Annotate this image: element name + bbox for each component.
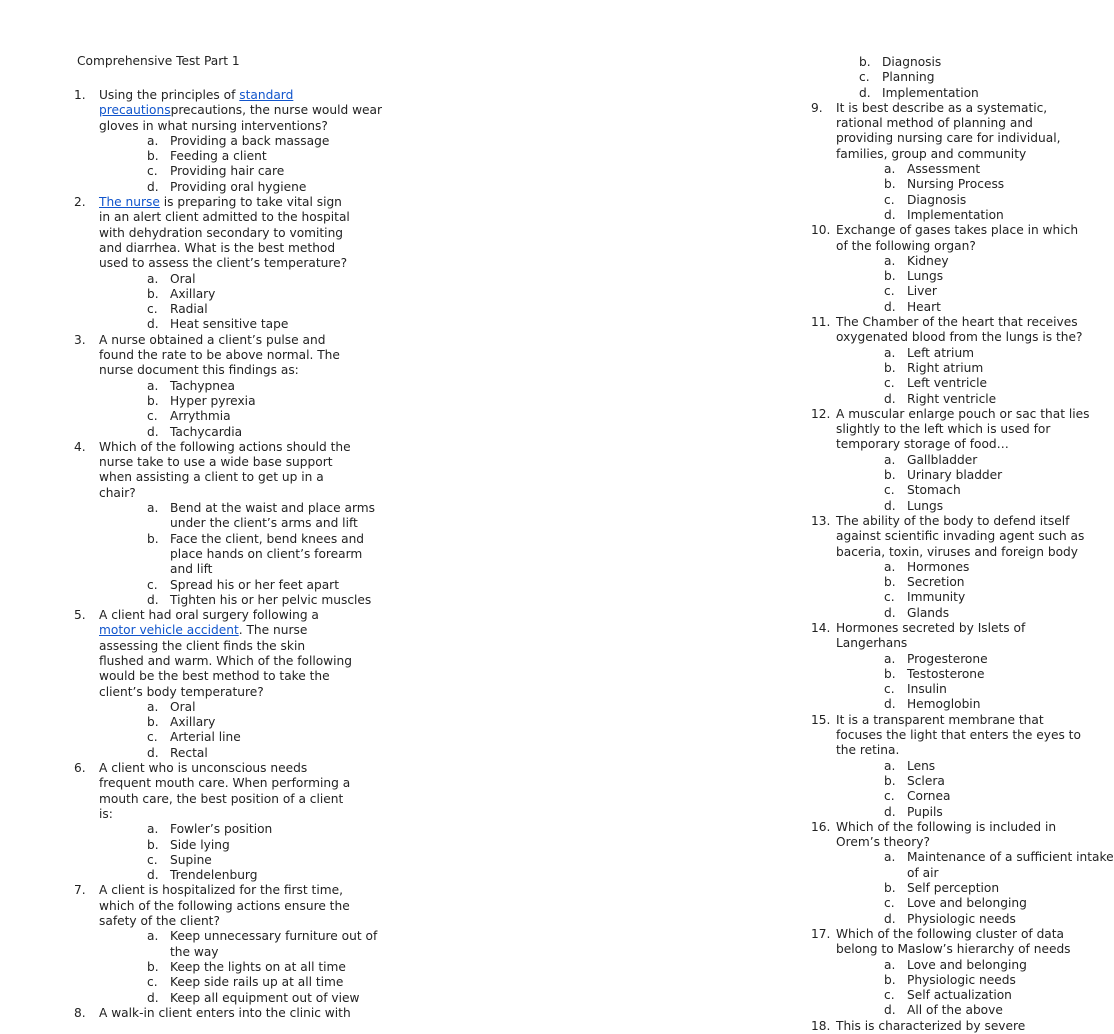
- option: d. Tighten his or her pelvic muscles: [147, 592, 372, 607]
- question-18: [811, 1019, 1111, 1034]
- carryover-options: [811, 55, 1111, 101]
- question-text-line: which of the following actions ensure the: [99, 898, 350, 913]
- option: a. Keep unnecessary furniture out of: [147, 929, 378, 944]
- question-text-line: Which of the following actions should the: [99, 439, 351, 454]
- option-list: [836, 560, 1111, 621]
- question-number: 2.: [74, 195, 86, 210]
- option: d. Physiologic needs: [884, 911, 1016, 926]
- question-2: [74, 195, 366, 333]
- option-list: [99, 822, 366, 883]
- option: d. Heat sensitive tape: [147, 317, 289, 332]
- option: c. Keep side rails up at all time: [147, 975, 344, 990]
- option: d. Trendelenburg: [147, 868, 258, 883]
- option: c. Supine: [147, 852, 212, 867]
- option-list: [99, 929, 378, 1005]
- option: a. Fowler’s position: [147, 822, 273, 837]
- question-9: [811, 101, 1111, 223]
- question-number: 15.: [811, 712, 831, 727]
- question-number: 5.: [74, 608, 86, 623]
- question-text-line: The nurse is preparing to take vital sign: [99, 195, 342, 210]
- option: b. Axillary: [147, 286, 216, 301]
- option: b. Right atrium: [884, 360, 984, 375]
- question-text-line: Hormones secreted by Islets of: [836, 620, 1026, 635]
- question-text-line: A walk-in client enters into the clinic with: [99, 1005, 351, 1020]
- option: a. Oral: [147, 271, 196, 286]
- option-list: [836, 254, 1111, 315]
- question-11: [811, 315, 1111, 407]
- question-4: [74, 439, 375, 608]
- option-list: [836, 453, 1111, 514]
- question-text-line: safety of the client?: [99, 914, 220, 929]
- question-text-line: mouth care, the best position of a client: [99, 791, 344, 806]
- option-list: [836, 850, 1114, 926]
- question-number: 6.: [74, 761, 86, 776]
- option: c. Spread his or her feet apart: [147, 577, 339, 592]
- option: b. Side lying: [147, 837, 230, 852]
- option: c. Arrythmia: [147, 409, 231, 424]
- option: d. Pupils: [884, 804, 943, 819]
- option-list: [99, 272, 366, 333]
- right-question-list: [811, 55, 1114, 1034]
- question-number: 16.: [811, 819, 831, 834]
- option-list: [836, 958, 1111, 1019]
- question-number: 4.: [74, 439, 86, 454]
- question-text-line: against scientific invading agent such as: [836, 529, 1085, 544]
- option: a. Providing a back massage: [147, 133, 330, 148]
- option: a. Left atrium: [884, 345, 975, 360]
- option-continuation: under the client’s arms and lift: [170, 516, 358, 531]
- option: c. Providing hair care: [147, 164, 285, 179]
- page-title: Comprehensive Test Part 1: [77, 54, 240, 68]
- question-text-line: is:: [99, 806, 113, 821]
- question-text-line: A client had oral surgery following a: [99, 608, 319, 623]
- question-text-line: frequent mouth care. When performing a: [99, 776, 351, 791]
- option: c. Love and belonging: [884, 896, 1027, 911]
- option: c. Liver: [884, 284, 937, 299]
- standard-precautions-link[interactable]: standard: [239, 88, 294, 102]
- option: b. Diagnosis: [859, 55, 942, 69]
- option: b. Urinary bladder: [884, 468, 1003, 483]
- question-text-line: A nurse obtained a client’s pulse and: [99, 332, 326, 347]
- option: a. Gallbladder: [884, 452, 978, 467]
- question-text-line: used to assess the client’s temperature?: [99, 256, 348, 271]
- option: a. Progesterone: [884, 651, 988, 666]
- question-3: [74, 333, 366, 440]
- option-list: [836, 162, 1111, 223]
- question-number: 17.: [811, 926, 831, 941]
- option: d. Right ventricle: [884, 391, 997, 406]
- question-text-line: This is characterized by severe: [836, 1018, 1026, 1033]
- question-text-line: A client who is unconscious needs: [99, 761, 308, 776]
- question-text-line: Exchange of gases takes place in which: [836, 223, 1079, 238]
- option-continuation: and lift: [170, 562, 213, 577]
- question-text-line: assessing the client finds the skin: [99, 638, 306, 653]
- question-5: [74, 608, 366, 761]
- option: d. Tachycardia: [147, 424, 243, 439]
- the-nurse-link[interactable]: The nurse: [99, 195, 160, 210]
- option: a. Maintenance of a sufficient intake: [884, 850, 1114, 865]
- option: b. Testosterone: [884, 666, 985, 681]
- question-text-line: The Chamber of the heart that receives: [836, 315, 1078, 330]
- option: c. Arterial line: [147, 730, 241, 745]
- option: a. Assessment: [884, 162, 981, 177]
- question-text-line: and diarrhea. What is the best method: [99, 240, 336, 255]
- question-number: 14.: [811, 620, 831, 635]
- option: c. Planning: [859, 70, 935, 85]
- question-text-line: of the following organ?: [836, 238, 976, 253]
- question-text-line: gloves in what nursing interventions?: [99, 118, 328, 133]
- question-text-line: oxygenated blood from the lungs is the?: [836, 330, 1083, 345]
- option: d. Hemoglobin: [884, 697, 981, 712]
- option: c. Radial: [147, 302, 208, 317]
- question-text-line: flushed and warm. Which of the following: [99, 653, 352, 668]
- motor-vehicle-accident-link[interactable]: motor vehicle accident: [99, 623, 239, 638]
- option: b. Physiologic needs: [884, 972, 1016, 987]
- option-list: [99, 134, 366, 195]
- question-number: 3.: [74, 332, 86, 347]
- question-text-line: motor vehicle accident. The nurse: [99, 623, 308, 638]
- question-text-line: Langerhans: [836, 636, 908, 651]
- question-16: [811, 819, 1114, 927]
- option: a. Kidney: [884, 253, 949, 268]
- question-text-line: when assisting a client to get up in a: [99, 470, 324, 485]
- question-number: 8.: [74, 1005, 86, 1020]
- question-text-line: chair?: [99, 485, 136, 500]
- option: b. Face the client, bend knees and: [147, 531, 365, 546]
- option: a. Bend at the waist and place arms: [147, 501, 375, 516]
- standard-precautions-link-cont[interactable]: precautions: [99, 103, 171, 118]
- option: c. Cornea: [884, 789, 951, 804]
- option: b. Lungs: [884, 269, 944, 284]
- option: a. Lens: [884, 758, 936, 773]
- question-text-line: nurse take to use a wide base support: [99, 455, 333, 470]
- question-text-line: families, group and community: [836, 146, 1027, 161]
- option: d. Implementation: [859, 85, 979, 100]
- option-continuation: the way: [170, 944, 219, 959]
- question-number: 7.: [74, 883, 86, 898]
- option: b. Axillary: [147, 715, 216, 730]
- question-number: 13.: [811, 513, 831, 528]
- option: a. Hormones: [884, 559, 970, 574]
- question-text-line: the retina.: [836, 743, 900, 758]
- question-text-line: focuses the light that enters the eyes to: [836, 728, 1081, 743]
- question-text-line: slightly to the left which is used for: [836, 422, 1051, 437]
- question-text-line: Using the principles of standard: [99, 88, 294, 102]
- option: d. Rectal: [147, 745, 208, 760]
- question-8: [74, 1006, 366, 1021]
- option-list: [811, 55, 1111, 101]
- question-text-line: baceria, toxin, viruses and foreign body: [836, 544, 1079, 559]
- option: d. All of the above: [884, 1003, 1003, 1018]
- question-text-line: Which of the following is included in: [836, 819, 1057, 834]
- question-12: [811, 407, 1111, 514]
- option: d. Providing oral hygiene: [147, 179, 307, 194]
- option: c. Insulin: [884, 682, 947, 697]
- question-text-line: The ability of the body to defend itself: [836, 513, 1070, 528]
- option: d. Heart: [884, 299, 941, 314]
- question-1: [74, 88, 383, 195]
- question-6: [74, 761, 366, 883]
- option-list: [99, 501, 375, 608]
- option: b. Self perception: [884, 881, 1000, 896]
- option-list: [99, 700, 366, 761]
- question-7: [74, 883, 378, 1005]
- option: b. Feeding a client: [147, 149, 267, 164]
- question-14: [811, 621, 1111, 713]
- question-17: [811, 927, 1111, 1019]
- question-13: [811, 514, 1111, 621]
- left-question-list: [74, 88, 383, 1021]
- question-text-line: would be the best method to take the: [99, 669, 330, 684]
- question-text-line: A client is hospitalized for the first time,: [99, 883, 343, 898]
- option: c. Self actualization: [884, 988, 1012, 1003]
- option: a. Tachypnea: [147, 378, 235, 393]
- option: d. Implementation: [884, 207, 1004, 222]
- option-continuation: place hands on client’s forearm: [170, 546, 363, 561]
- option-continuation: of air: [907, 865, 939, 880]
- question-15: [811, 713, 1111, 820]
- question-text-line: found the rate to be above normal. The: [99, 348, 340, 363]
- question-text-line: A muscular enlarge pouch or sac that lies: [836, 406, 1090, 421]
- option-list: [836, 759, 1111, 820]
- question-text-line: belong to Maslow’s hierarchy of needs: [836, 942, 1071, 957]
- question-number: 11.: [811, 315, 831, 330]
- option: c. Immunity: [884, 590, 966, 605]
- option: a. Oral: [147, 699, 196, 714]
- question-text-line: providing nursing care for individual,: [836, 131, 1061, 146]
- option: b. Sclera: [884, 773, 945, 788]
- question-number: 12.: [811, 406, 831, 421]
- option: c. Left ventricle: [884, 376, 987, 391]
- question-text-line: It is a transparent membrane that: [836, 712, 1044, 727]
- option-list: [836, 652, 1111, 713]
- option-list: [99, 379, 366, 440]
- question-10: [811, 223, 1111, 315]
- question-number: 18.: [811, 1018, 831, 1033]
- option: c. Diagnosis: [884, 192, 967, 207]
- question-text-line: with dehydration secondary to vomiting: [99, 225, 344, 240]
- question-text-line: nurse document this findings as:: [99, 363, 299, 378]
- option: d. Lungs: [884, 498, 944, 513]
- question-text-line: temporary storage of food…: [836, 437, 1009, 452]
- question-text-line: Which of the following cluster of data: [836, 926, 1065, 941]
- question-number: 10.: [811, 223, 831, 238]
- question-number: 9.: [811, 100, 823, 115]
- question-text-line: in an alert client admitted to the hospital: [99, 210, 350, 225]
- option: b. Keep the lights on at all time: [147, 959, 346, 974]
- question-number: 1.: [74, 88, 86, 102]
- option: d. Glands: [884, 605, 950, 620]
- question-text-line: precautionsprecautions, the nurse would wear: [99, 103, 383, 118]
- option: c. Stomach: [884, 483, 961, 498]
- option-list: [836, 346, 1111, 407]
- option: b. Nursing Process: [884, 177, 1005, 192]
- option: b. Secretion: [884, 575, 965, 590]
- option: b. Hyper pyrexia: [147, 393, 256, 408]
- question-text-line: It is best describe as a systematic,: [836, 100, 1048, 115]
- question-text-line: client’s body temperature?: [99, 684, 264, 699]
- option: a. Love and belonging: [884, 957, 1027, 972]
- option: d. Keep all equipment out of view: [147, 990, 360, 1005]
- question-text-line: rational method of planning and: [836, 116, 1033, 131]
- question-text-line: Orem’s theory?: [836, 835, 930, 850]
